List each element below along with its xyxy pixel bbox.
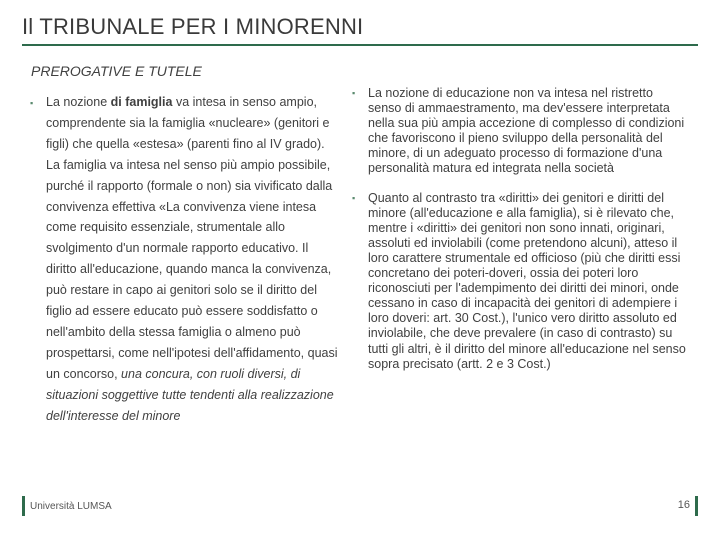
right-column bbox=[352, 86, 686, 372]
square-bullet-icon: ▪ bbox=[30, 98, 34, 108]
footer-institution: Università LUMSA bbox=[30, 501, 112, 512]
title-underline bbox=[22, 44, 698, 46]
bullet-body: va intesa in senso ampio, comprendente sia la famiglia «nucleare» (genitori e figli) che quella «estesa» (parenti fino al IV grado). La famiglia va intesa nel senso più ampio possibile, purché il rapporto (formale o non) sia vivificato dalla convivenza effettiva «La convivenza viene intesa come requisito essenziale, strumentale allo svolgimento d'un normale rapporto educativo. Il diritto all'educazione, quando manca la convivenza, può restare in capo ai genitori solo se il diritto del figlio ad essere educato può essere soddisfatto o nell'ambito della stessa famiglia o almeno può prospettarsi, come nell'ipotesi dell'affidamento, quasi un concorso, bbox=[46, 95, 338, 381]
slide-title: Il TRIBUNALE PER I MINORENNI bbox=[22, 14, 364, 39]
bullet-italic-quote: una concura, con ruoli diversi, di situazioni soggettive tutte tendenti alla realizzazione dell'interesse del minore bbox=[46, 366, 334, 423]
bullet-contrasto-diritti bbox=[352, 191, 686, 372]
footer-left-bar bbox=[22, 496, 25, 516]
bullet-bold-term: di famiglia bbox=[110, 95, 173, 109]
square-bullet-icon: ▪ bbox=[352, 192, 356, 203]
bullet-famiglia bbox=[30, 92, 340, 427]
page-number: 16 bbox=[677, 499, 690, 511]
bullet-text: Quanto al contrasto tra «diritti» dei genitori e diritti del minore (all'educazione e alla famiglia), si è rilevato che, mentre i «diritti» dei genitori non sono innati, originari, assoluti ed inviolabili (come pretendono alcuni), atteso il loro carattere strumentale ed officioso (più che diritti essi concretano dei poteri-doveri, ossia dei poteri loro riconosciuti per l'adempimento dei diritti dei minori, onde cessano in caso di incapacità dei genitori di adempiere i loro doveri: art. 30 Cost.), l'unico vero diritto assoluto ed inviolabile, che deve prevalere (in caso di contrasto) su tutti gli altri, è il diritto del minore all'educazione nel senso sopra precisato (artt. 2 e 3 Cost.) bbox=[368, 190, 686, 371]
bullet-intro: La nozione bbox=[46, 95, 111, 109]
left-column bbox=[30, 92, 340, 427]
footer-right-bar bbox=[695, 496, 698, 516]
bullet-text: La nozione di educazione non va intesa nel ristretto senso di ammaestramento, ma dev'essere interpretata nella sua più ampia accezione di complesso di condizioni che favoriscono il pieno sviluppo della personalità del minore, di un adeguato processo di formazione d'una personalità matura ed integrata nella società bbox=[368, 86, 685, 176]
slide-subtitle: PREROGATIVE E TUTELE bbox=[31, 63, 202, 79]
square-bullet-icon: ▪ bbox=[352, 88, 356, 98]
bullet-educazione bbox=[352, 86, 686, 177]
